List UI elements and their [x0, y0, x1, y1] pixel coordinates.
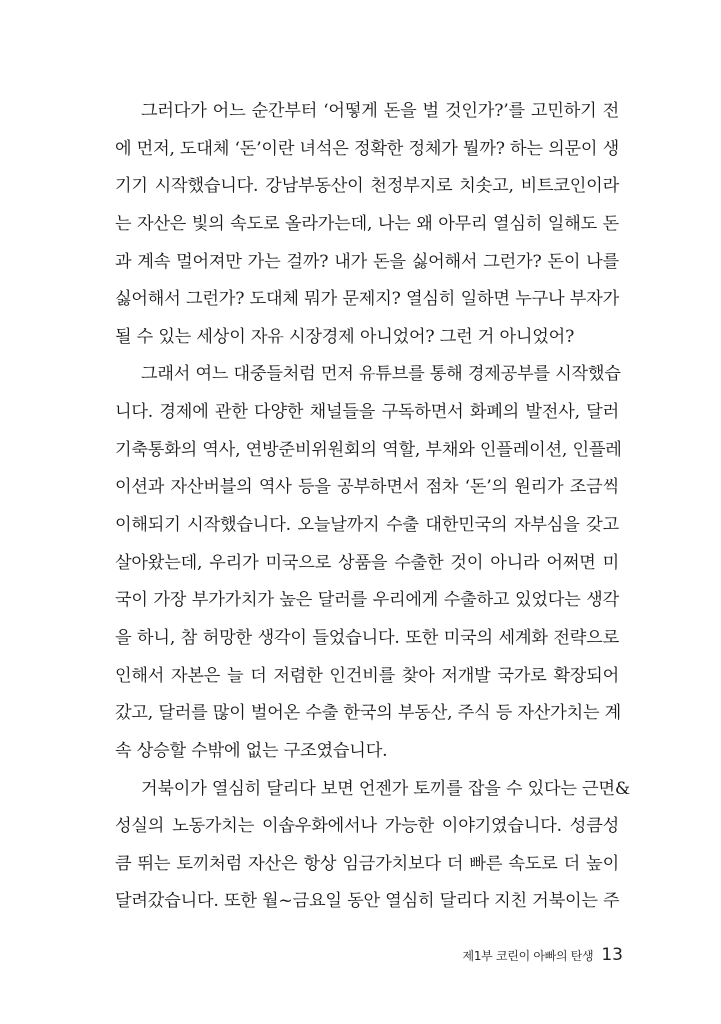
paragraph-3 — [115, 771, 630, 922]
text-line: 국이 가장 부가가치가 높은 달러를 우리에게 수출하고 있었다는 생각 — [115, 590, 619, 611]
text-line: 그러다가 어느 순간부터 ‘어떻게 돈을 벌 것인가?’를 고민하기 전 — [141, 101, 619, 121]
chapter-title: 제1부 코린이 아빠의 탄생 — [462, 949, 594, 963]
text-line: 이션과 자산버블의 역사 등을 공부하면서 점차 ‘돈’의 원리가 조금씩 — [115, 477, 619, 498]
text-line: 을 하니, 참 허망한 생각이 들었습니다. 또한 미국의 세계화 전략으로 — [115, 627, 619, 648]
text-line: 거북이가 열심히 달리다 보면 언젠가 토끼를 잡을 수 있다는 근면& — [141, 778, 630, 799]
body-text — [115, 93, 630, 921]
paragraph-2 — [115, 356, 622, 770]
text-line: 싫어해서 그런가? 도대체 뭐가 문제지? 열심히 일하면 누구나 부자가 — [115, 289, 619, 310]
page-number: 13 — [601, 945, 623, 965]
paragraph-1 — [115, 93, 619, 356]
text-line: 인해서 자본은 늘 더 저렴한 인건비를 찾아 저개발 국가로 확장되어 — [115, 665, 619, 686]
text-line: 속 상승할 수밖에 없는 구조였습니다. — [115, 740, 388, 761]
page-footer — [463, 945, 623, 965]
text-line: 될 수 있는 세상이 자유 시장경제 아니었어? 그런 거 아니었어? — [115, 326, 575, 347]
text-line: 기기 시작했습니다. 강남부동산이 천정부지로 치솟고, 비트코인이라 — [115, 176, 619, 197]
text-line: 살아왔는데, 우리가 미국으로 상품을 수출한 것이 아니라 어쩌면 미 — [115, 552, 619, 573]
text-line: 성실의 노동가치는 이솝우화에서나 가능한 이야기였습니다. 성큼성 — [115, 816, 619, 837]
text-line: 그래서 여느 대중들처럼 먼저 유튜브를 통해 경제공부를 시작했습 — [141, 364, 621, 385]
text-line: 는 자산은 빛의 속도로 올라가는데, 나는 왜 아무리 열심히 일해도 돈 — [115, 213, 619, 234]
text-line: 에 먼저, 도대체 ‘돈’이란 녀석은 정확한 정체가 뭘까? 하는 의문이 생 — [115, 138, 619, 159]
text-line: 갔고, 달러를 많이 벌어온 수출 한국의 부동산, 주식 등 자산가치는 계 — [115, 703, 622, 724]
text-line: 니다. 경제에 관한 다양한 채널들을 구독하면서 화폐의 발전사, 달러 — [115, 402, 619, 423]
text-line: 이해되기 시작했습니다. 오늘날까지 수출 대한민국의 자부심을 갖고 — [115, 515, 619, 536]
text-line: 큼 뛰는 토끼처럼 자산은 항상 임금가치보다 더 빠른 속도로 더 높이 — [115, 853, 619, 874]
text-line: 달려갔습니다. 또한 월~금요일 동안 열심히 달리다 지친 거북이는 주 — [115, 891, 620, 912]
text-line: 과 계속 멀어져만 가는 걸까? 내가 돈을 싫어해서 그런가? 돈이 나를 — [115, 251, 619, 272]
text-line: 기축통화의 역사, 연방준비위원회의 역할, 부채와 인플레이션, 인플레 — [115, 439, 622, 460]
